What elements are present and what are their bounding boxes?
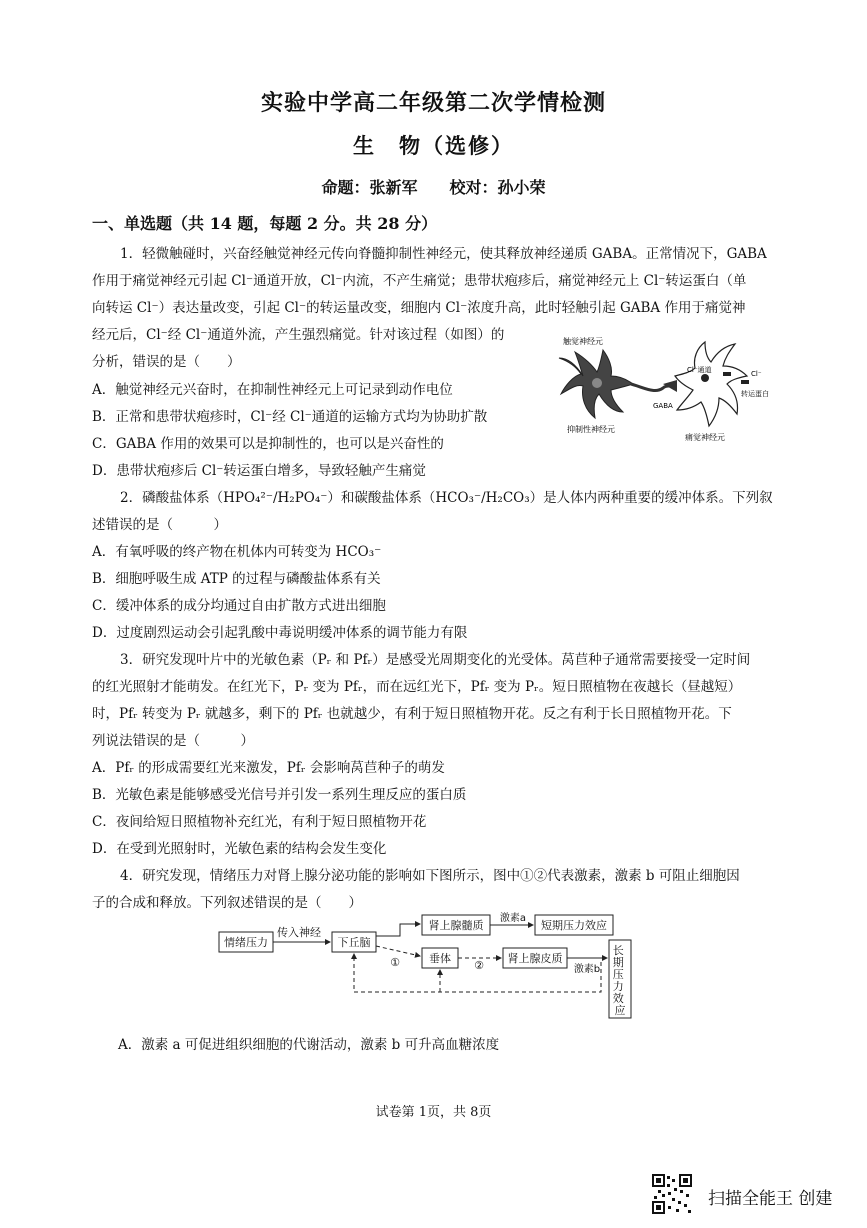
flow-hormone-a: 激素a [499, 913, 527, 924]
q1-line-1: 1．轻微触碰时，兴奋经触觉神经元传向脊髓抑制性神经元，使其释放神经递质 GABA。正常情况下，GABA [120, 246, 767, 262]
fig-label-channel: Cl⁻通道 [687, 366, 712, 374]
flow-long-1: 长 [612, 944, 624, 957]
q3-option-a: A．Pfᵣ 的形成需要红光来激发，Pfᵣ 会影响莴苣种子的萌发 [92, 760, 445, 776]
flow-long-3: 压 [612, 968, 624, 981]
flow-long-5: 效 [612, 992, 624, 1005]
flow-short-term: 短期压力效应 [541, 919, 607, 932]
q1-line-4: 经元后，Cl⁻经 Cl⁻通道外流，产生强烈痛觉。针对该过程（如图）的 [92, 327, 505, 343]
fig-label-inhib: 抑制性神经元 [567, 425, 615, 434]
q4-line-2: 子的合成和释放。下列叙述错误的是（ ） [92, 895, 362, 911]
flow-afferent: 传入神经 [277, 926, 321, 939]
flow-medulla: 肾上腺髓质 [428, 919, 484, 932]
q2-option-a: A．有氧呼吸的终产物在机体内可转变为 HCO₃⁻ [92, 544, 382, 560]
q3-option-d: D．在受到光照射时，光敏色素的结构会发生变化 [92, 841, 387, 857]
flow-long-4: 力 [612, 980, 624, 993]
stress-flow-diagram [215, 912, 645, 1022]
flow-long-6: 应 [614, 1004, 626, 1017]
flow-pituitary: 垂体 [429, 952, 451, 965]
scanner-watermark: 扫描全能王 创建 [708, 1189, 833, 1209]
flow-long-2: 期 [612, 956, 624, 969]
flow-cortex: 肾上腺皮质 [507, 952, 563, 965]
q3-line-2: 的红光照射才能萌发。在红光下，Pᵣ 变为 Pfᵣ，而在远红光下，Pfᵣ 变为 Pᵣ。短日照植物在夜越长（昼越短） [92, 679, 742, 695]
q1-line-5: 分析，错误的是（ ） [92, 354, 241, 370]
exam-subject: 生 物（选修） [353, 133, 514, 158]
fig-label-pain: 痛觉神经元 [685, 433, 725, 442]
flow-circle-2: ② [474, 959, 484, 972]
flow-stress: 情绪压力 [224, 936, 268, 949]
neuron-diagram [545, 328, 785, 448]
fig-label-gaba: GABA [653, 402, 673, 410]
section-heading: 一、单选题（共 14 题，每题 2 分。共 28 分） [92, 214, 438, 233]
q1-line-3: 向转运 Cl⁻）表达量改变，引起 Cl⁻的转运量改变，细胞内 Cl⁻浓度升高，此时轻触引起 GABA 作用于痛觉神 [92, 300, 746, 316]
q3-option-c: C．夜间给短日照植物补充红光，有利于短日照植物开花 [92, 814, 427, 830]
q2-option-c: C．缓冲体系的成分均通过自由扩散方式进出细胞 [92, 598, 386, 614]
q4-option-a: A．激素 a 可促进组织细胞的代谢活动，激素 b 可升高血糖浓度 [118, 1037, 500, 1053]
fig-label-cl: Cl⁻ [751, 370, 762, 378]
fig-label-transporter: 转运蛋白 [741, 390, 769, 398]
q3-line-4: 列说法错误的是（ ） [92, 733, 254, 749]
flow-hormone-b: 激素b [573, 964, 601, 975]
q2-line-1: 2．磷酸盐体系（HPO₄²⁻/H₂PO₄⁻）和碳酸盐体系（HCO₃⁻/H₂CO₃）是人体内两种重要的缓冲体系。下列叙 [120, 490, 773, 506]
flow-circle-1: ① [390, 956, 400, 969]
q3-line-3: 时，Pfᵣ 转变为 Pᵣ 就越多，剩下的 Pfᵣ 也就越少，有利于短日照植物开花。反之有利于长日照植物开花。下 [92, 706, 732, 722]
q2-option-d: D．过度剧烈运动会引起乳酸中毒说明缓冲体系的调节能力有限 [92, 625, 468, 641]
q3-option-b: B．光敏色素是能够感受光信号并引发一系列生理反应的蛋白质 [92, 787, 467, 803]
flow-long-term [613, 944, 628, 1017]
q2-option-b: B．细胞呼吸生成 ATP 的过程与磷酸盐体系有关 [92, 571, 381, 587]
qr-code-icon [652, 1174, 692, 1214]
exam-staff: 命题：张新军 校对：孙小荣 [321, 178, 546, 197]
q1-option-c: C．GABA 作用的效果可以是抑制性的，也可以是兴奋性的 [92, 436, 444, 452]
q4-line-1: 4．研究发现，情绪压力对肾上腺分泌功能的影响如下图所示，图中①②代表激素，激素 b 可阻止细胞因 [120, 868, 740, 884]
q1-option-a: A．触觉神经元兴奋时，在抑制性神经元上可记录到动作电位 [92, 382, 453, 398]
flow-hypothalamus: 下丘脑 [337, 936, 371, 949]
q1-option-d: D．患带状疱疹后 Cl⁻转运蛋白增多，导致轻触产生痛觉 [92, 463, 426, 479]
q1-line-2: 作用于痛觉神经元引起 Cl⁻通道开放，Cl⁻内流，不产生痛觉；患带状疱疹后，痛觉神经元上 Cl⁻转运蛋白（单 [92, 273, 747, 289]
q1-option-b: B．正常和患带状疱疹时，Cl⁻经 Cl⁻通道的运输方式均为协助扩散 [92, 409, 488, 425]
fig-label-touch: 触觉神经元 [563, 337, 603, 346]
exam-title: 实验中学高二年级第二次学情检测 [260, 90, 606, 116]
page-footer: 试卷第 1页，共 8页 [375, 1105, 492, 1120]
q3-line-1: 3．研究发现叶片中的光敏色素（Pᵣ 和 Pfᵣ）是感受光周期变化的光受体。莴苣种子通常需要接受一定时间 [120, 652, 751, 668]
q2-line-2: 述错误的是（ ） [92, 517, 227, 533]
